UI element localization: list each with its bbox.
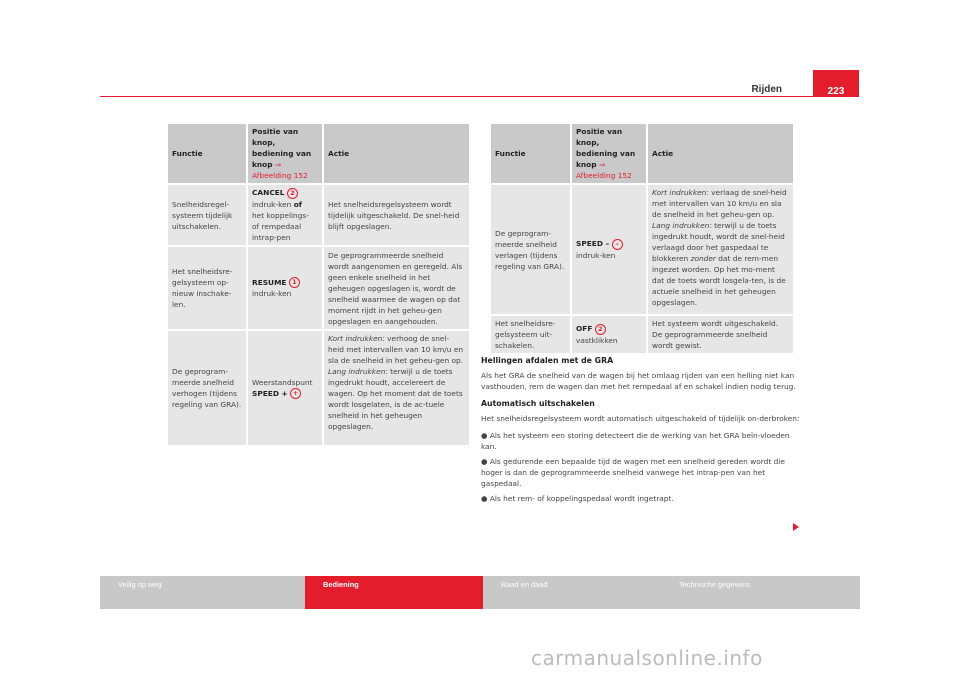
figure-link[interactable]: ⇒ Afbeelding 152 <box>252 160 308 180</box>
heading-automatisch: Automatisch uitschakelen <box>481 399 595 408</box>
body-text <box>481 355 801 504</box>
page-number: 223 <box>813 70 859 97</box>
action-cell: Het snelheidsregelsysteem wordt tijdelijk uitgeschakeld. De snel-heid blijft opgeslagen. <box>323 184 469 246</box>
table-row <box>168 330 469 445</box>
heading-hellingen: Hellingen afdalen met de GRA <box>481 356 614 365</box>
section-title: Rijden <box>751 84 782 95</box>
action-cell: Kort indrukken: verhoog de snel-heid met intervallen van 10 km/u en sla de snelheid in het geheu-gen op. Lang indrukken: terwijl u de toets ingedrukt houdt, accelereert de wagen. Op het moment dat de toets wordt losgelaten, is de ac-tuele snelheid in het geheugen opgeslagen. <box>323 330 469 445</box>
function-cell: Het snelheidsre-gelsysteem uit-schakelen. <box>491 315 571 353</box>
list-item: ● Als het systeem een storing detecteert die de werking van het GRA beïn-vloeden kan. <box>481 431 790 451</box>
function-cell: De geprogram-meerde snelheid verlagen (tijdens regeling van GRA). <box>491 184 571 315</box>
plus-button-icon: + <box>290 388 301 399</box>
button-2-icon: 2 <box>287 188 298 199</box>
table-row <box>168 246 469 330</box>
paragraph: Als het GRA de snelheid van de wagen bij het omlaag rijden van een helling niet kan vasthouden, rem de wagen dan met het rempedaal af en schakel indien nodig terug. <box>481 371 796 391</box>
button-1-icon: 1 <box>289 277 300 288</box>
position-cell: RESUME 1 indruk-ken <box>247 246 323 330</box>
col-header-positie: Positie van knop, bediening van knop ⇒ Afbeelding 152 <box>247 124 323 184</box>
col-header-functie: Functie <box>491 124 571 184</box>
position-cell: SPEED – – indruk-ken <box>571 184 647 315</box>
table-row <box>491 184 793 315</box>
position-cell: Weerstandspunt SPEED + + <box>247 330 323 445</box>
continue-arrow-icon <box>793 523 799 531</box>
function-cell: De geprogram-meerde snelheid verhogen (tijdens regeling van GRA). <box>168 330 247 445</box>
functions-table-left <box>168 124 469 445</box>
action-cell: De geprogrammeerde snelheid wordt aangenomen en geregeld. Als geen enkele snelheid in het geheugen opgeslagen is, wordt de snelheid waarmee de wagen op dat moment rijdt in het geheu-gen opgeslagen en aangehouden. <box>323 246 469 330</box>
function-cell: Het snelheidsre-gelsysteem op-nieuw inschake-len. <box>168 246 247 330</box>
footer-tab-bediening[interactable]: Bediening <box>305 576 483 609</box>
footer-tab-veilig[interactable]: Veilig op weg <box>100 576 305 609</box>
footer-nav <box>100 576 860 609</box>
action-cell: Kort indrukken: verlaag de snel-heid met intervallen van 10 km/u en sla de snelheid in het geheu-gen op. Lang indrukken: terwijl u de toets ingedrukt houdt, wordt de snel-heid verlaagd door het gaspedaal te blokkeren zonder dat de rem-men ingezet worden. Op het mo-ment dat de toets wordt losgela-ten, is de actuele snelheid in het geheugen opgeslagen. <box>647 184 793 315</box>
col-header-functie: Functie <box>168 124 247 184</box>
list-item: ● Als het rem- of koppelingspedaal wordt ingetrapt. <box>481 494 674 503</box>
footer-tab-raad[interactable]: Raad en daad <box>483 576 661 609</box>
paragraph: Het snelheidsregelsysteem wordt automatisch uitgeschakeld of tijdelijk on-derbroken: <box>481 414 800 423</box>
figure-link[interactable]: ⇒ Afbeelding 152 <box>576 160 632 180</box>
header-rule <box>100 96 813 97</box>
function-cell: Snelheidsregel-systeem tijdelijk uitschakelen. <box>168 184 247 246</box>
table-row <box>491 315 793 353</box>
list-item: ● Als gedurende een bepaalde tijd de wagen met een snelheid gereden wordt die hoger is dan de geprogrammeerde snelheid vanwege het intrap-pen van het gaspedaal. <box>481 457 785 488</box>
position-cell: OFF 2 vastklikken <box>571 315 647 353</box>
col-header-actie: Actie <box>647 124 793 184</box>
table-row <box>168 184 469 246</box>
col-header-positie: Positie van knop, bediening van knop ⇒ Afbeelding 152 <box>571 124 647 184</box>
position-cell: CANCEL 2 indruk-ken of het koppelings- of rempedaal intrap-pen <box>247 184 323 246</box>
minus-button-icon: – <box>612 239 623 250</box>
functions-table-right <box>491 124 793 353</box>
watermark: carmanualsonline.info <box>531 646 763 670</box>
action-cell: Het systeem wordt uitgeschakeld. De geprogrammeerde snelheid wordt gewist. <box>647 315 793 353</box>
col-header-actie: Actie <box>323 124 469 184</box>
button-2-icon: 2 <box>595 324 606 335</box>
footer-tab-technische[interactable]: Technische gegevens <box>661 576 860 609</box>
